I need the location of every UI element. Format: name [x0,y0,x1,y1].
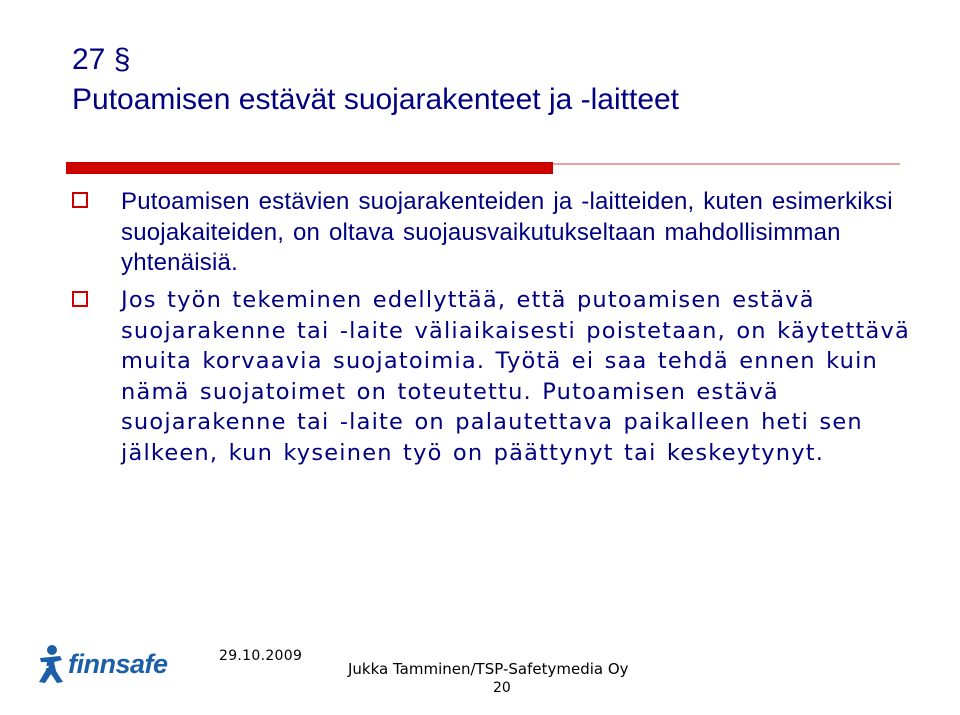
bullet-text: Putoamisen estävien suojarakenteiden ja -laitteiden, kuten esimerkiksi suojakaiteiden, on oltava suojausvaikutukseltaan mahdollisimman yhtenäisiä. [121,188,893,276]
footer-author: Jukka Tamminen/TSP-Safetymedia Oy [348,660,629,678]
logo-wordmark: finnsafe [68,648,168,679]
square-bullet-icon [72,192,88,208]
bullet-text: Jos työn tekeminen edellyttää, että putoamisen estävä suojarakenne tai -laite väliaikaisesti poistetaan, on käytettävä muita korvaavia suojatoimia. Työtä ei saa tehdä ennen kuin nämä suojatoimet on toteutettu. Putoamisen estävä suojarakenne tai -laite on palautettava paikalleen heti sen jälkeen, kun kyseinen työ on päättynyt tai keskeytynyt. [121,287,911,466]
slide-title: Putoamisen estävät suojarakenteet ja -laitteet [72,83,680,116]
footer-date: 29.10.2009 [219,648,303,664]
section-number: 27 § [72,43,131,76]
title-divider-bar [66,162,553,174]
bullet-item [72,285,912,468]
slide-title-block [72,40,679,120]
finnsafe-logo [36,642,180,686]
square-bullet-icon [72,291,88,307]
page-number: 20 [493,680,511,696]
bullet-item [72,187,912,279]
person-logo-icon [36,644,66,684]
